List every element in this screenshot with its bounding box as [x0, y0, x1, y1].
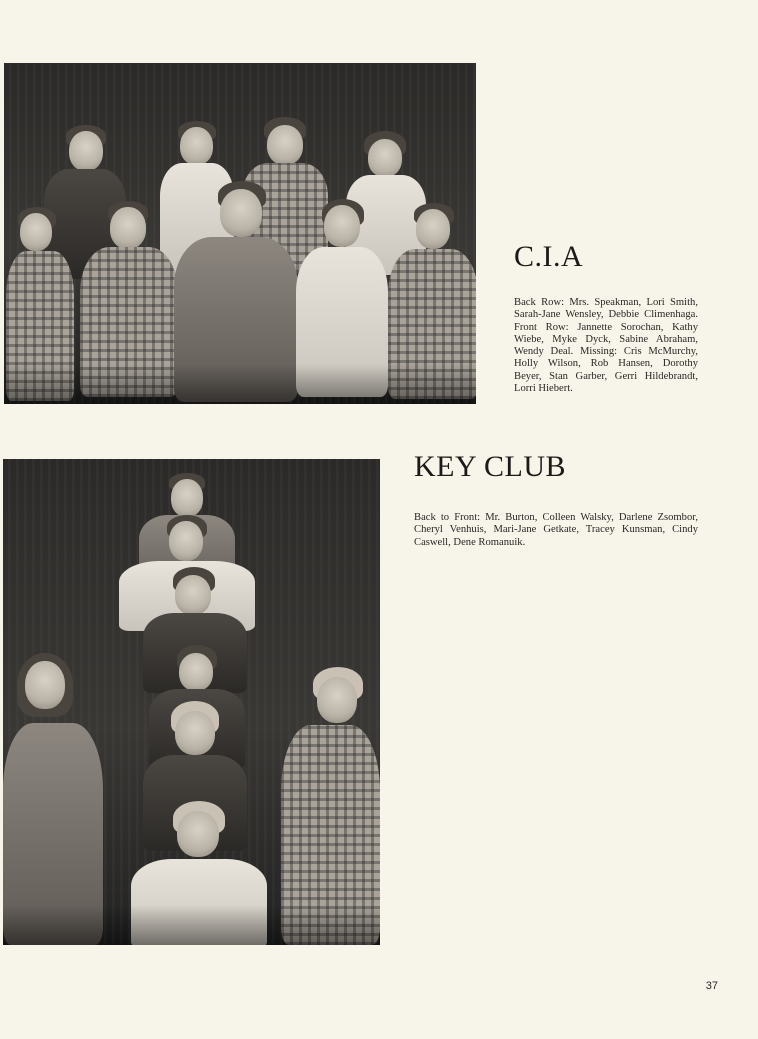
page-number: 37 — [705, 980, 718, 992]
key-club-person — [3, 653, 103, 945]
key-club-person — [281, 667, 380, 945]
key-club-title: KEY CLUB — [414, 450, 567, 483]
key-club-caption: Back to Front: Mr. Burton, Colleen Walsky, Darlene Zsombor, Cheryl Venhuis, Mari-Jane Getkate, Tracey Kunsman, Cindy Caswell, Dene Romanuik. — [414, 512, 698, 548]
cia-group-photo — [4, 63, 476, 404]
key-club-group-photo — [3, 459, 380, 945]
cia-caption: Back Row: Mrs. Speakman, Lori Smith, Sarah-Jane Wensley, Debbie Climenhaga. Front Row: Jannette Sorochan, Kathy Wiebe, Myke Dyck, Sabine Abraham, Wendy Deal. Missing: Cris McMurchy, Holly Wilson, Rob Hansen, Dorothy Beyer, Stan Garber, Gerri Hildebrandt, Lorri Hiebert. — [514, 297, 698, 395]
cia-title: C.I.A — [514, 240, 584, 273]
